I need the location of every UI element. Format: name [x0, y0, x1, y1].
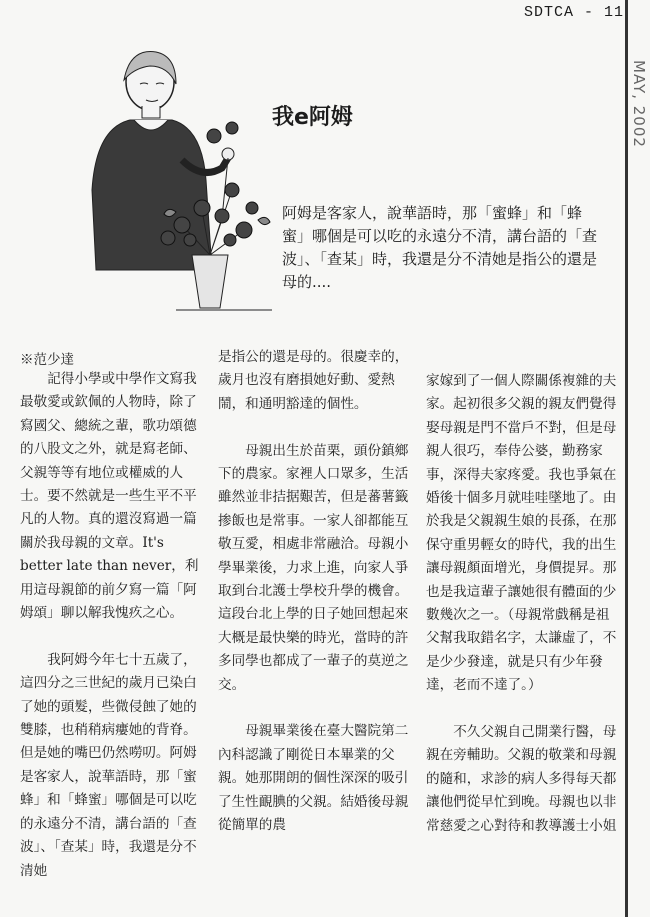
margin-rule [625, 0, 628, 917]
column-3 [426, 370, 622, 838]
author-byline: ※范少達 [20, 352, 74, 368]
paragraph: 母親出生於苗栗，頭份鎮鄉下的農家。家裡人口眾多，生活雖然並非拮据艱苦，但是蕃薯籤掺飯也是常事。一家人卻都能互敬互愛，相處非常融洽。母親小學畢業後，力求上進，向家人爭取到台北護士學校升學的機會。這段台北上學的日子她回想起來大概是最快樂的時光，當時的許多同學也都成了一輩子的莫逆之交。 [218, 442, 409, 693]
column-1 [20, 368, 206, 883]
paragraph: 母親畢業後在臺大醫院第二內科認識了剛從日本畢業的父親。她那開朗的個性深深的吸引了生性靦腆的父親。結婚後母親從簡單的農 [218, 723, 409, 834]
paragraph: 不久父親自己開業行醫，母親在旁輔助。父親的敬業和母親的隨和，求診的病人多得每天都讓他們從早忙到晚。母親也以非常慈愛之心對待和教導護士小姐 [426, 724, 617, 834]
page-header: SDTCA - 11 [523, 4, 624, 21]
article-title: 我e阿姆 [272, 105, 353, 130]
intro-quote: 阿姆是客家人，說華語時，那「蜜蜂」和「蜂蜜」哪個是可以吃的永遠分不清，講台語的「查波」、「查某」時，我還是分不清她是指公的還是母的.... [282, 204, 598, 291]
paragraph: 我阿姆今年七十五歲了，這四分之三世紀的歲月已染白了她的頭髮，些微侵蝕了她的雙膝，也稍稍病瘻她的背脊。但是她的嘴巴仍然嘮叨。阿姆是客家人，說華語時，那「蜜蜂」和「蜂蜜」哪個是可以吃的永遠分不清，講台語的「查波」、「查某」時，我還是分不清她 [20, 651, 197, 879]
column-2 [218, 346, 414, 838]
mother-with-flowers-illustration [72, 40, 292, 320]
paragraph: 家嫁到了一個人際關係複雜的夫家。起初很多父親的親友們覺得娶母親是門不當戶不對，但是母親人很巧，奉侍公婆，勤務家事，深得夫家疼愛。我也爭氣在婚後十個多月就哇哇墜地了。由於我是父親親生娘的長孫，在那保守重男輕女的時代，我的出生讓母親顏面增光，身價提昇。那也是我這輩子讓她很有體面的少數幾次之一。（母親常戲稱是祖父幫我取錯名字，太謙虛了，不是少少發達，就是只有少年發達，老而不達了。） [426, 373, 617, 694]
issue-date: MAY, 2002 [630, 60, 648, 148]
paragraph: 是指公的還是母的。很慶幸的，歲月也沒有磨損她好動、愛熱鬧，和通明豁達的個性。 [218, 349, 409, 412]
paragraph: 記得小學或中學作文寫我最敬愛或欽佩的人物時，除了寫國父、總統之輩，歌功頌德的八股文之外，就是寫老師、父親等等有地位或權威的人士。要不然就是一些生平不平凡的人物。真的還沒寫過一篇關於我母親的文章。It's better late than never，利用這母親節的前夕寫一篇「阿姆頌」聊以解我愧疚之心。 [20, 371, 199, 622]
